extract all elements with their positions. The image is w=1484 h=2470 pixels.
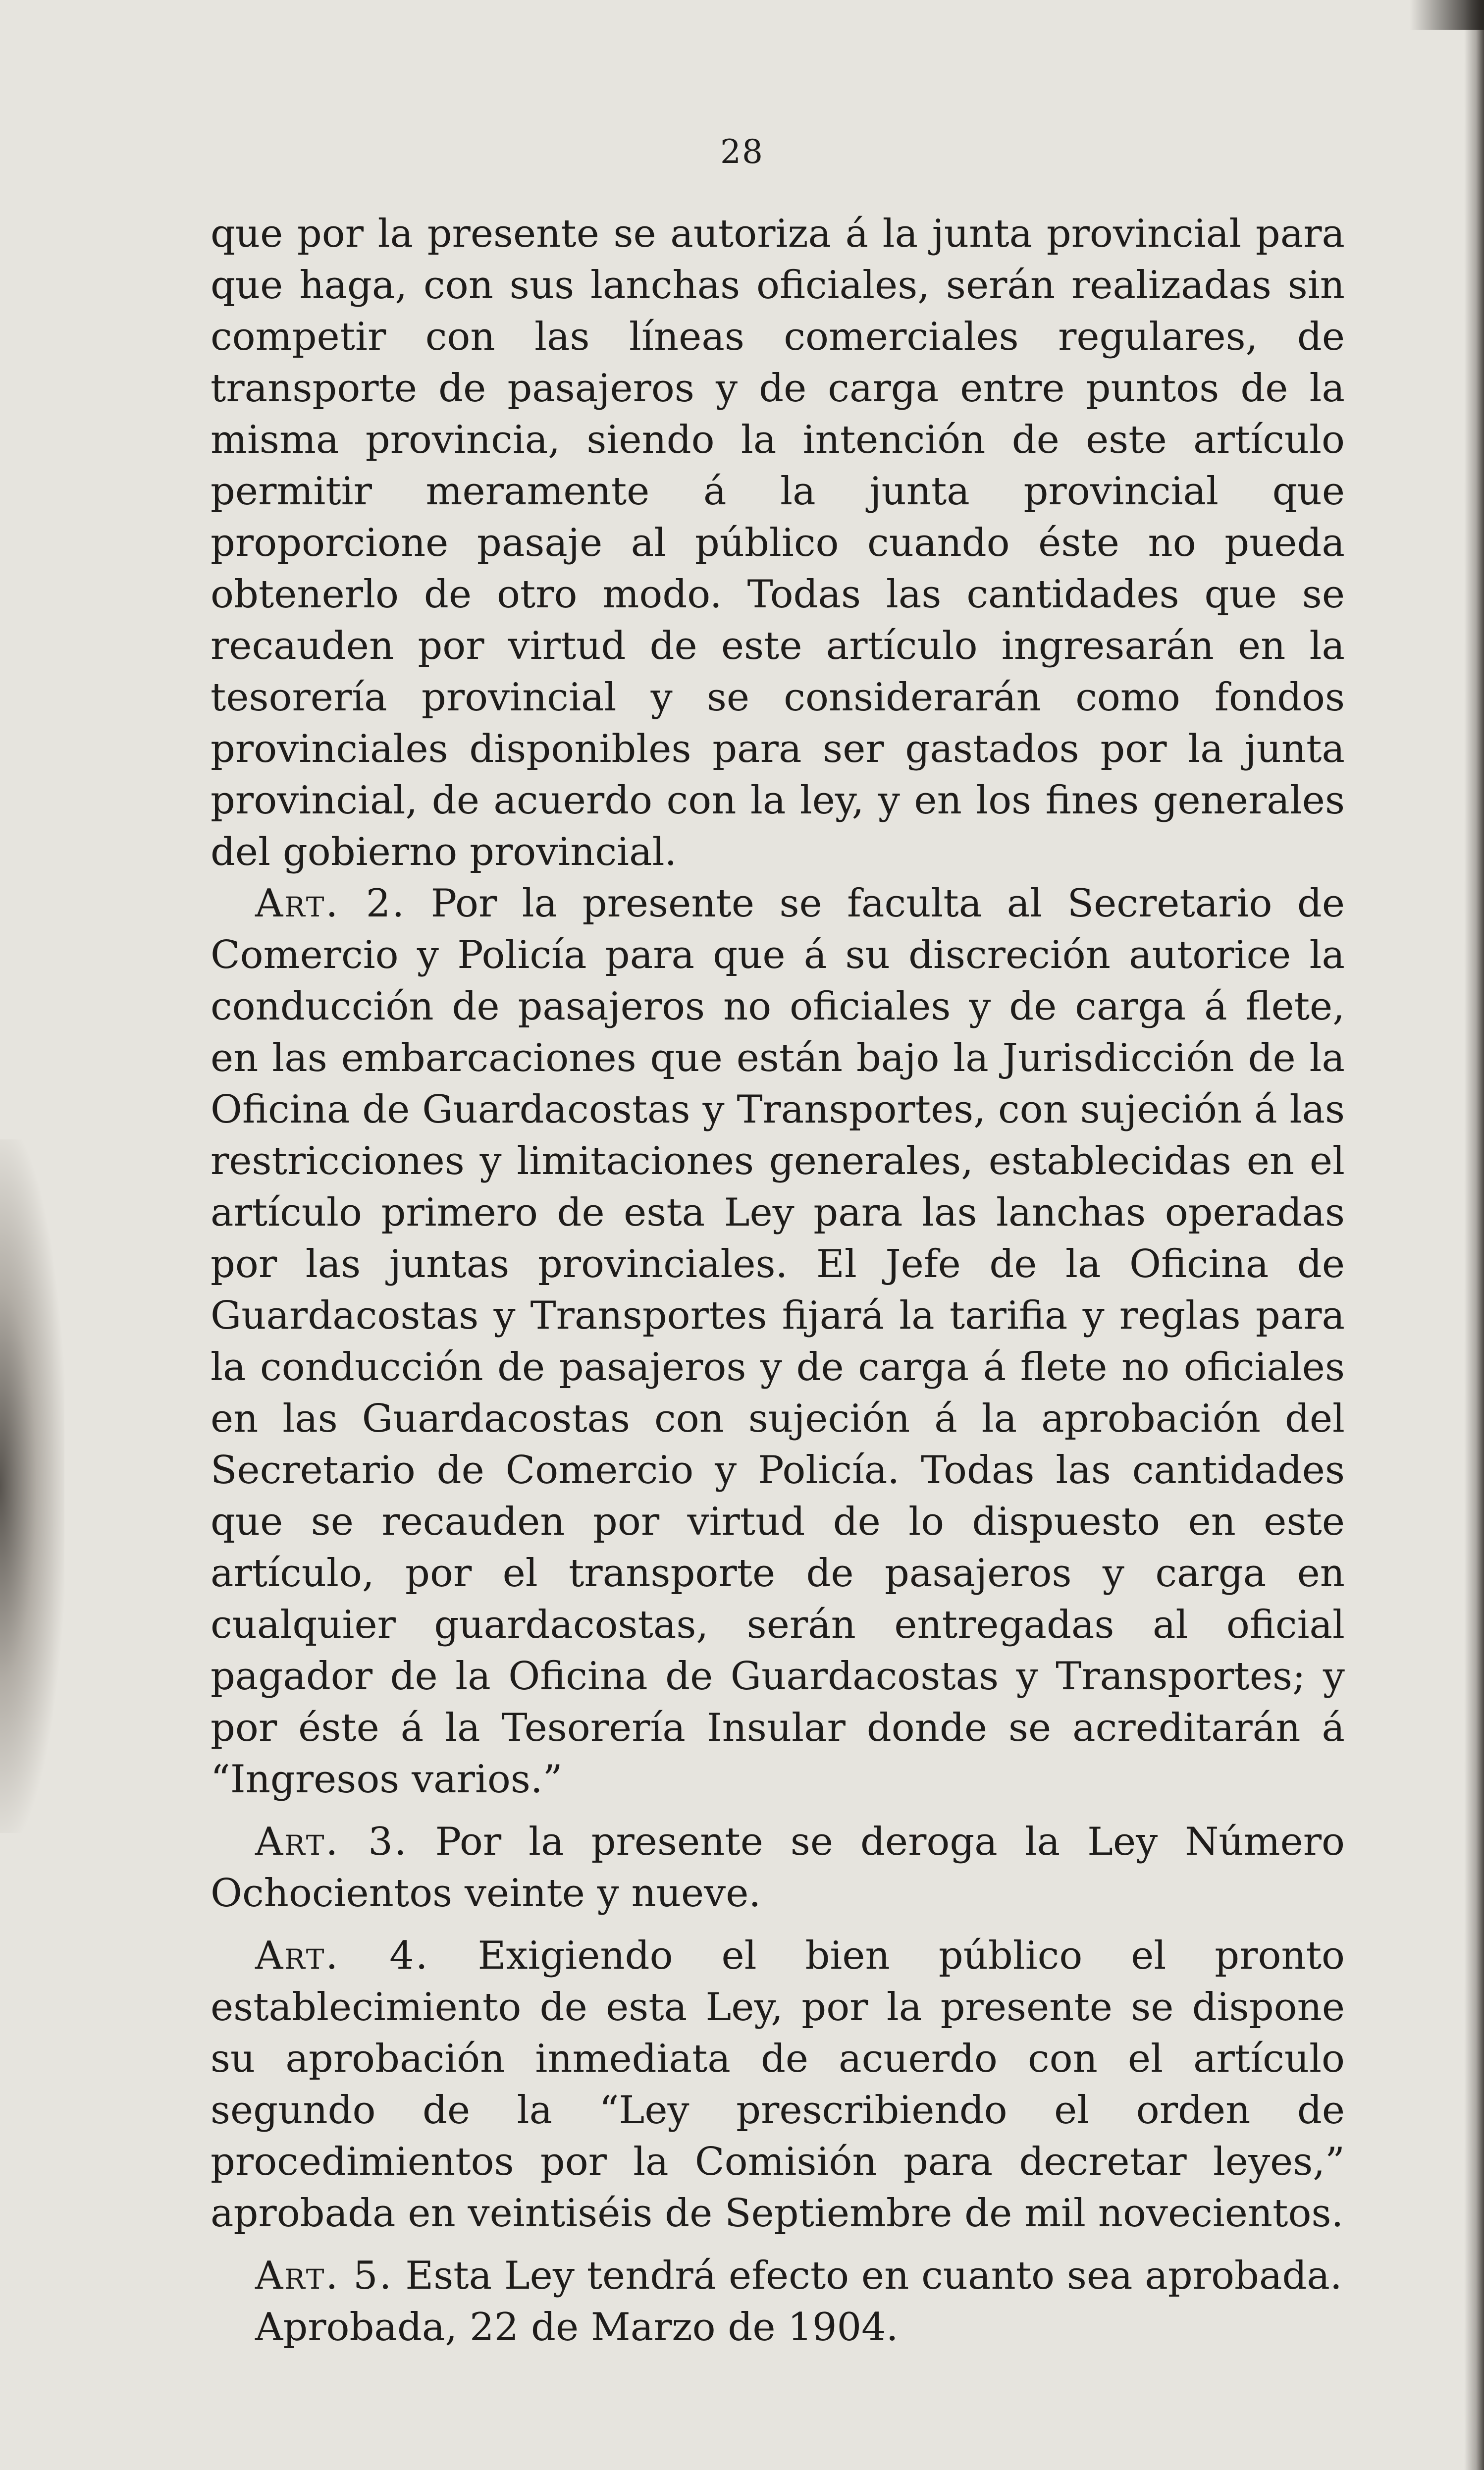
article-text: Exigiendo el bien público el pronto establecimiento de esta Ley, por la presente se dispone su aprobación inmediata de acuerdo con el artículo segundo de la “Ley prescribiendo el orden de procedimientos por la Comisión para decretar leyes,” aprobada en veintiséis de Septiembre de mil novecientos.	[211, 1933, 1345, 2236]
binding-shadow	[0, 1139, 64, 1833]
page-edge-corner	[1410, 0, 1484, 30]
paragraph-text: que por la presente se autoriza á la junta provincial para que haga, con sus lanchas oficiales, serán realizadas sin competir con las líneas comerciales regulares, de transporte de pasajeros y de carga entre puntos de la misma provincia, siendo la intención de este artículo permitir meramente á la junta provincial que proporcione pasaje al público cuando éste no pueda obtenerlo de otro modo. Todas las cantidades que se recauden por virtud de este artículo ingresarán en la tesorería provincial y se considerarán como fondos provinciales disponibles para ser gastados por la junta provincial, de acuerdo con la ley, y en los fines generales del gobierno provincial.	[211, 212, 1345, 874]
article-text: Por la presente se faculta al Secretario de Comercio y Policía para que á su discreción autorice la conducción de pasajeros no oficiales y de carga á flete, en las embarcaciones que están bajo la Jurisdicción de la Oficina de Guardacostas y Transportes, con sujeción á las restricciones y limitaciones generales, establecidas en el artículo primero de esta Ley para las lanchas operadas por las juntas provinciales. El Jefe de la Oficina de Guardacostas y Transportes fijará la tarifia y reglas para la conducción de pasajeros y de carga á flete no oficiales en las Guardacostas con sujeción á la aprobación del Secretario de Comercio y Policía. Todas las cantidades que se recauden por virtud de lo dispuesto en este artículo, por el transporte de pasajeros y carga en cualquier guardacostas, serán entregadas al oficial pagador de la Oficina de Guardacostas y Transportes; y por éste á la Tesorería Insular donde se acreditarán á “Ingresos varios.”	[211, 881, 1345, 1802]
article-text: Esta Ley tendrá efecto en cuanto sea aprobada.	[405, 2254, 1342, 2298]
approval-date: Aprobada, 22 de Marzo de 1904.	[255, 2305, 899, 2350]
paragraph-continuation	[211, 208, 1345, 878]
article-5	[211, 2250, 1345, 2302]
article-label: Art. 2.	[255, 881, 406, 926]
article-text: Por la presente se deroga la Ley Número Ochocientos veinte y nueve.	[211, 1820, 1345, 1916]
article-label: Art. 5.	[255, 2254, 393, 2298]
article-label: Art. 4.	[255, 1933, 429, 1978]
page-number: 28	[720, 133, 764, 171]
page-edge-right	[1464, 0, 1484, 2470]
article-4	[211, 1930, 1345, 2239]
article-2	[211, 878, 1345, 1805]
article-3	[211, 1816, 1345, 1919]
article-label: Art. 3.	[255, 1820, 408, 1864]
body-text	[211, 208, 1345, 2353]
